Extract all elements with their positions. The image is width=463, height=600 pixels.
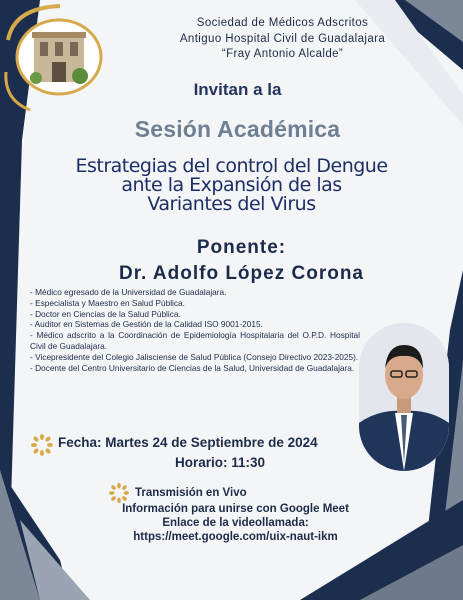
invitation-text: Invitan a la (193, 80, 282, 99)
credential-item: - Vicepresidente del Colegio Jalisciense de Salud Pública (Consejo Directivo 2023-2025). (30, 351, 359, 362)
topic-line-3: Variantes del Virus (147, 193, 316, 215)
meet-info: Información para unirse con Google Meet (122, 503, 349, 515)
hospital-subtitle: “Fray Antonio Alcalde” (221, 48, 344, 60)
sunflower-icon (31, 434, 53, 456)
credential-item: - Especialista y Maestro en Salud Pública. (30, 297, 185, 308)
meet-link[interactable]: https://meet.google.com/uix-naut-ikm (133, 531, 338, 543)
sunflower-icon (109, 483, 129, 503)
hospital-name: Antiguo Hospital Civil de Guadalajara (179, 32, 386, 45)
speaker-heading: Ponente: (196, 237, 287, 258)
credential-item: - Docente del Centro Universitario de Ciencias de la Salud, Universidad de Guadalajara. (30, 362, 355, 373)
credential-item: - Doctor en Ciencias de la Salud Pública. (30, 308, 181, 319)
speaker-credentials (30, 287, 360, 373)
event-type: Sesión Académica (134, 116, 341, 142)
event-date: Fecha: Martes 24 de Septiembre de 2024 (58, 435, 318, 450)
session-topic (40, 157, 423, 214)
broadcast-info (8, 502, 463, 544)
credential-item: - Auditor en Sistemas de Gestión de la Calidad ISO 9001-2015. (30, 319, 263, 330)
link-label: Enlace de la videollamada: (162, 517, 309, 529)
org-name: Sociedad de Médicos Adscritos (196, 17, 369, 29)
credential-item: - Médico egresado de la Universidad de Guadalajara. (30, 287, 227, 297)
broadcast-title: Transmisión en Vivo (135, 487, 247, 499)
event-time: Horario: 11:30 (175, 455, 266, 470)
topic-line-1: Estrategias del control del Dengue (75, 155, 388, 177)
speaker-photo (359, 323, 449, 471)
speaker-name: Dr. Adolfo López Corona (118, 263, 364, 284)
credential-item: - Médico adscrito a la Coordinación de Epidemiología Hospitalaria del O.P.D. Hospital Civil de Guadalajara. (30, 330, 360, 351)
organization-header (110, 16, 455, 63)
topic-line-2: ante la Expansión de las (121, 174, 342, 196)
